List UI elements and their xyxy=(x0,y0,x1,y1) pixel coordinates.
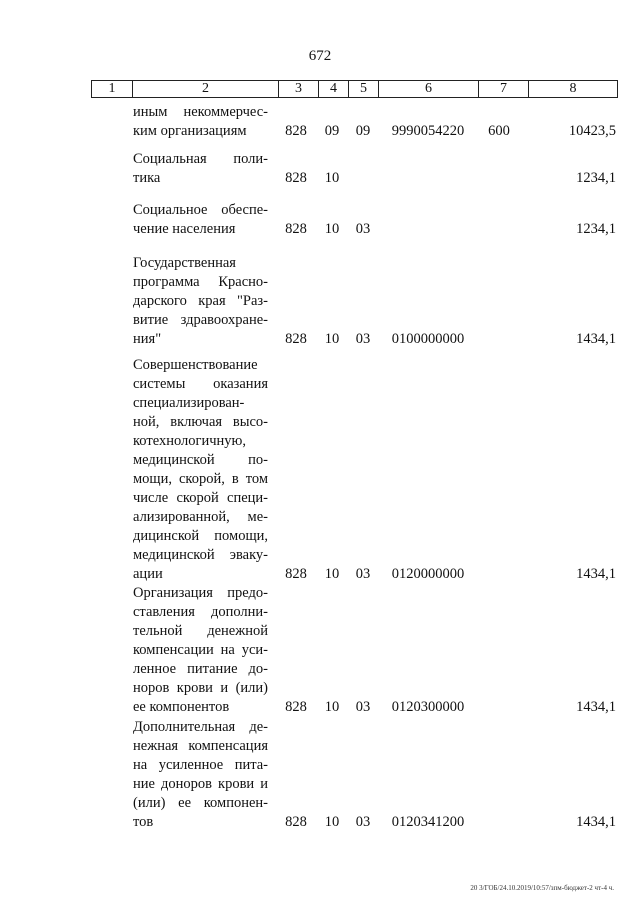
subsection-code: 03 xyxy=(355,566,371,582)
row-name-line: иным некоммерчес- xyxy=(133,104,268,120)
row-name-line: числе скорой специ- xyxy=(133,490,268,506)
subsection-code: 03 xyxy=(355,221,371,237)
header-cell: 5 xyxy=(348,81,378,97)
row-name-line: ким организациям xyxy=(133,123,247,139)
row-name-line: ализированной, ме- xyxy=(133,509,268,525)
row-name xyxy=(133,150,268,188)
row-name-line: ной, включая высо- xyxy=(133,414,268,430)
admin-code: 828 xyxy=(285,814,307,830)
row-name-line: нежная компенсация xyxy=(133,738,268,754)
row-name-line: медицинской по- xyxy=(133,452,268,468)
admin-code: 828 xyxy=(285,221,307,237)
row-name-line: Социальное обеспе- xyxy=(133,202,268,218)
section-code: 10 xyxy=(324,814,340,830)
subsection-code: 09 xyxy=(355,123,371,139)
row-name-line: дарского края "Раз- xyxy=(133,293,268,309)
section-code: 10 xyxy=(324,221,340,237)
row-name-line: программа Красно- xyxy=(133,274,268,290)
row-name xyxy=(133,584,268,717)
header-cell: 4 xyxy=(318,81,348,97)
row-name-line: Социальная поли- xyxy=(133,151,268,167)
section-code: 09 xyxy=(324,123,340,139)
header-cell: 8 xyxy=(528,81,617,97)
row-name-line: Организация предо- xyxy=(133,585,268,601)
subsection-code: 03 xyxy=(355,814,371,830)
row-name-line: ленное питание до- xyxy=(133,661,268,677)
admin-code: 828 xyxy=(285,331,307,347)
row-name-line: ние доноров крови и xyxy=(133,776,268,792)
row-name-line: системы оказания xyxy=(133,376,268,392)
amount: 1434,1 xyxy=(576,331,616,347)
subsection-code: 03 xyxy=(355,331,371,347)
subsection-code: 03 xyxy=(355,699,371,715)
row-name xyxy=(133,356,268,584)
page-number: 672 xyxy=(308,48,332,64)
admin-code: 828 xyxy=(285,699,307,715)
row-name-line: тельной денежной xyxy=(133,623,268,639)
amount: 1434,1 xyxy=(576,566,616,582)
row-name-line: на усиленное пита- xyxy=(133,757,268,773)
admin-code: 828 xyxy=(285,566,307,582)
row-name-line: котехнологичную, xyxy=(133,433,246,449)
row-name-line: медицинской эваку- xyxy=(133,547,268,563)
target-code: 0100000000 xyxy=(391,331,465,347)
amount: 1434,1 xyxy=(576,699,616,715)
amount: 1234,1 xyxy=(576,221,616,237)
row-name-line: тов xyxy=(133,814,154,830)
section-code: 10 xyxy=(324,331,340,347)
header-cell: 6 xyxy=(378,81,478,97)
section-code: 10 xyxy=(324,699,340,715)
admin-code: 828 xyxy=(285,170,307,186)
expense-type: 600 xyxy=(488,123,510,139)
amount: 1234,1 xyxy=(576,170,616,186)
row-name xyxy=(133,201,268,239)
row-name xyxy=(133,254,268,349)
row-name-line: Дополнительная де- xyxy=(133,719,268,735)
header-cell: 1 xyxy=(108,81,116,96)
section-code: 10 xyxy=(324,566,340,582)
row-name-line: норов крови и (или) xyxy=(133,680,268,696)
row-name-line: витие здравоохране- xyxy=(133,312,268,328)
target-code: 0120300000 xyxy=(391,699,465,715)
amount: 1434,1 xyxy=(576,814,616,830)
target-code: 0120000000 xyxy=(391,566,465,582)
row-name-line: мощи, скорой, в том xyxy=(133,471,268,487)
amount: 10423,5 xyxy=(568,123,616,139)
row-name-line: тика xyxy=(133,170,161,186)
row-name-line: Государственная xyxy=(133,255,236,271)
row-name-line: ее компонентов xyxy=(133,699,230,715)
section-code: 10 xyxy=(324,170,340,186)
header-cell: 2 xyxy=(132,81,278,97)
row-name xyxy=(133,103,268,141)
row-name-line: ации xyxy=(133,566,163,582)
target-code: 0120341200 xyxy=(391,814,465,830)
row-name-line: компенсации на уси- xyxy=(133,642,268,658)
row-name-line: специализирован- xyxy=(133,395,245,411)
target-code: 9990054220 xyxy=(391,123,465,139)
header-cell: 3 xyxy=(278,81,318,97)
row-name-line: ния" xyxy=(133,331,162,347)
table-header xyxy=(91,80,618,98)
admin-code: 828 xyxy=(285,123,307,139)
row-name-line: (или) ее компонен- xyxy=(133,795,268,811)
footer-stamp: 20 3/ГОБ/24.10.2019/10:57/зпм-бюджет-2 чт-4 ч. xyxy=(470,884,614,892)
row-name xyxy=(133,718,268,832)
header-cell: 7 xyxy=(478,81,528,97)
row-name-line: Совершенствование xyxy=(133,357,258,373)
row-name-line: дицинской помощи, xyxy=(133,528,268,544)
row-name-line: ставления дополни- xyxy=(133,604,268,620)
row-name-line: чение населения xyxy=(133,221,236,237)
